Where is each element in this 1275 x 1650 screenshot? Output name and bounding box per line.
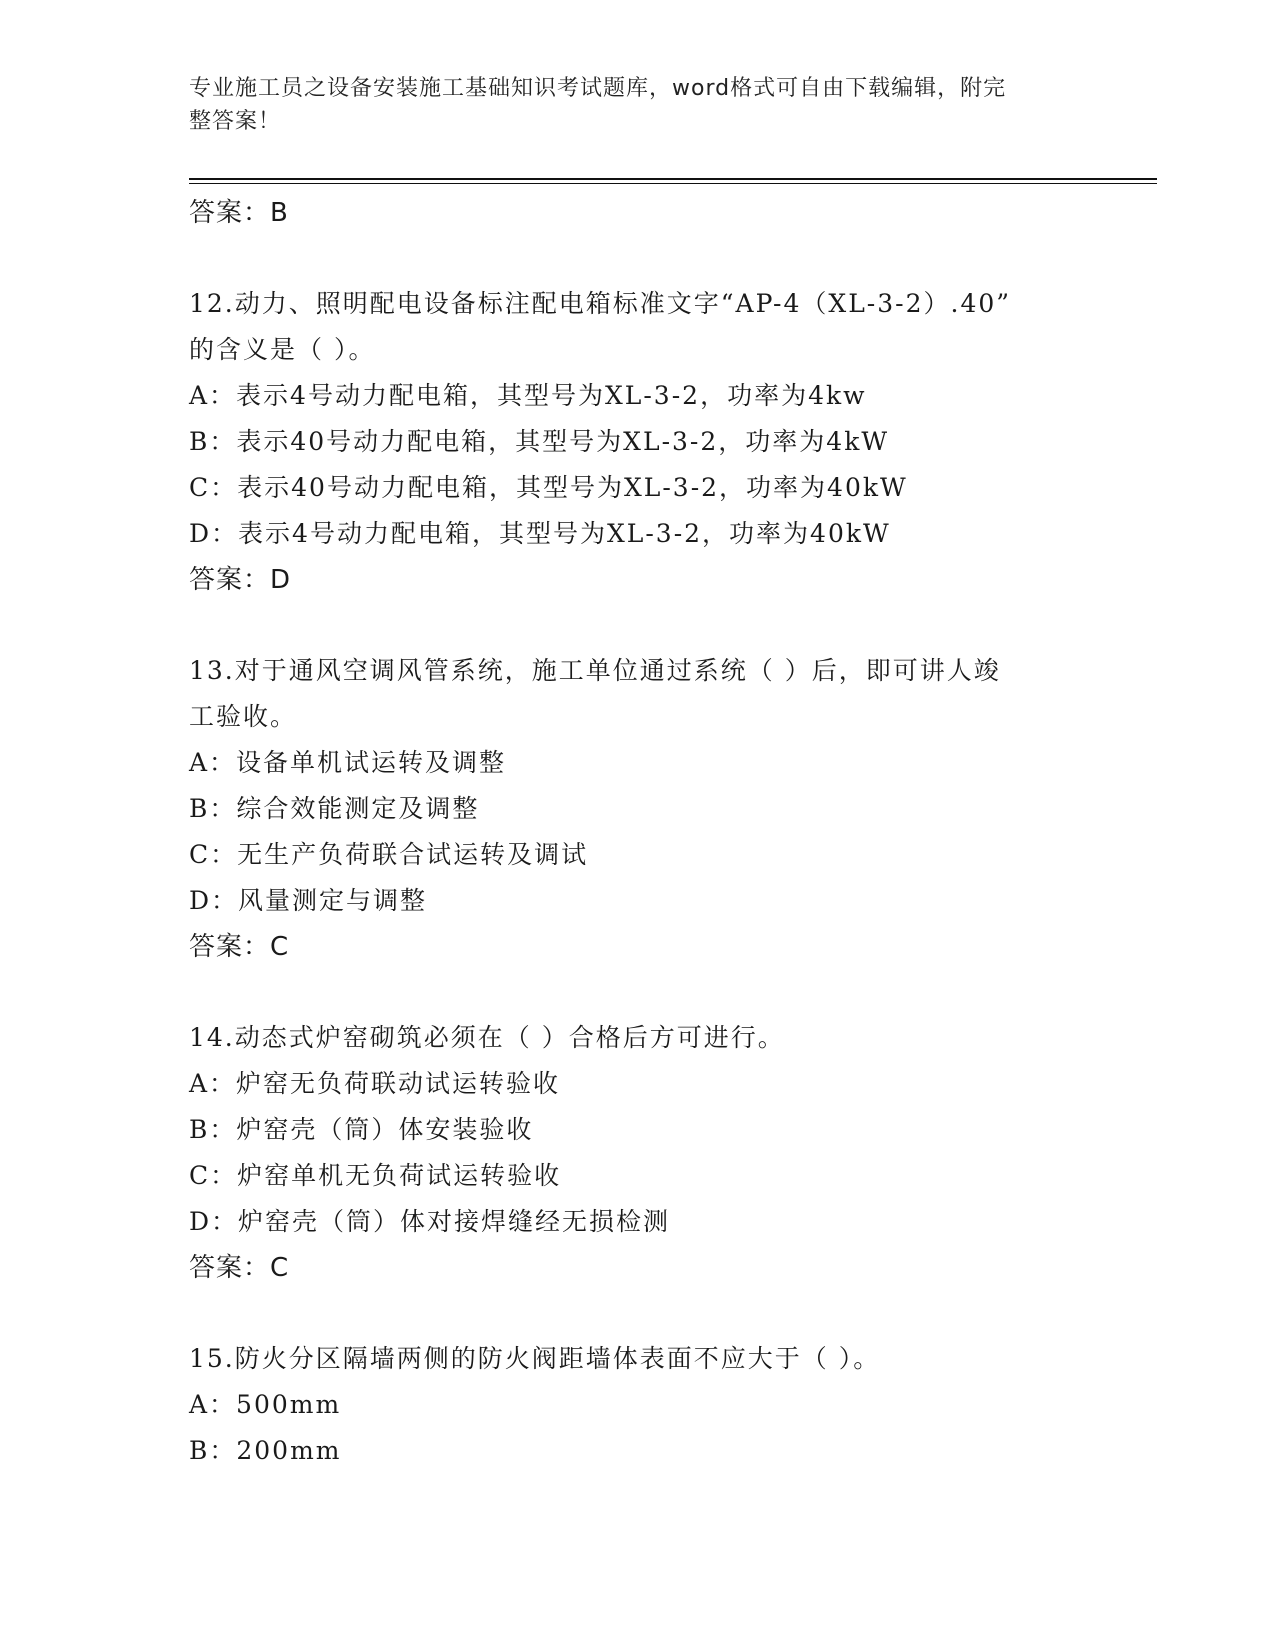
answer-q12: 答案：D [189, 565, 292, 595]
question-15 [189, 1336, 1089, 1474]
option-a: A：500mm [189, 1390, 342, 1419]
answer-q14: 答案：C [189, 1253, 290, 1283]
spacer [189, 236, 1089, 281]
spacer [189, 1291, 1089, 1336]
question-stem: 14.动态式炉窑砌筑必须在（ ）合格后方可进行。 [189, 1023, 785, 1052]
question-12 [189, 281, 1089, 603]
option-b: B：综合效能测定及调整 [189, 794, 480, 823]
question-13 [189, 648, 1089, 970]
question-stem: 13.对于通风空调风管系统，施工单位通过系统（ ）后，即可讲人竣 [189, 656, 1001, 685]
option-c: C：炉窑单机无负荷试运转验收 [189, 1161, 562, 1190]
option-b: B：炉窑壳（筒）体安装验收 [189, 1115, 534, 1144]
option-c: C：无生产负荷联合试运转及调试 [189, 840, 589, 869]
document-header [189, 72, 1089, 138]
header-divider-thin [189, 183, 1157, 184]
option-b: B：200mm [189, 1436, 342, 1465]
option-b: B：表示40号动力配电箱，其型号为XL-3-2，功率为4kW [189, 427, 890, 456]
option-a: A：设备单机试运转及调整 [189, 748, 507, 777]
option-d: D：风量测定与调整 [189, 886, 428, 915]
question-14 [189, 1015, 1089, 1291]
option-d: D：炉窑壳（筒）体对接焊缝经无损检测 [189, 1207, 671, 1236]
document-body [189, 190, 1089, 1474]
option-d: D：表示4号动力配电箱，其型号为XL-3-2，功率为40kW [189, 519, 891, 548]
question-stem-cont: 工验收。 [189, 702, 298, 731]
header-line-2: 整答案！ [189, 109, 282, 134]
spacer [189, 603, 1089, 648]
option-c: C：表示40号动力配电箱，其型号为XL-3-2，功率为40kW [189, 473, 908, 502]
option-a: A：炉窑无负荷联动试运转验收 [189, 1069, 561, 1098]
question-stem: 15.防火分区隔墙两侧的防火阀距墙体表面不应大于（ ）。 [189, 1344, 881, 1373]
answer-q13: 答案：C [189, 932, 290, 962]
header-divider [189, 178, 1157, 180]
spacer [189, 970, 1089, 1015]
question-stem-cont: 的含义是（ ）。 [189, 335, 376, 364]
option-a: A：表示4号动力配电箱，其型号为XL-3-2，功率为4kw [189, 381, 867, 410]
answer-q11: 答案：B [189, 198, 289, 228]
question-stem: 12.动力、照明配电设备标注配电箱标准文字“AP-4（XL-3-2）.40” [189, 289, 1012, 318]
header-line-1: 专业施工员之设备安装施工基础知识考试题库，word格式可自由下载编辑，附完 [189, 76, 1007, 101]
